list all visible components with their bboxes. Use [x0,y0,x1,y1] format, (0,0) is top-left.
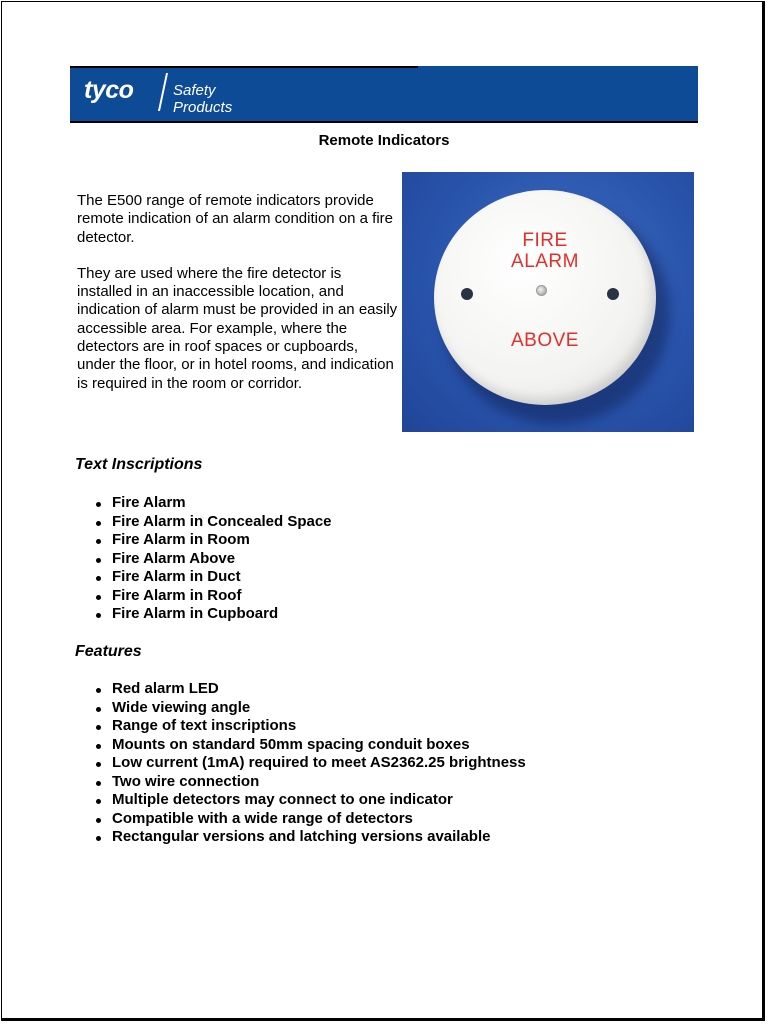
product-photo [402,172,694,432]
list-item: Fire Alarm [93,494,332,513]
list-item: Wide viewing angle [93,699,526,718]
list-item: Two wire connection [93,773,526,792]
list-item: Compatible with a wide range of detectors [93,810,526,829]
header-rule [70,66,418,68]
page-title: Remote Indicators [318,132,450,149]
list-item: Fire Alarm in Concealed Space [93,513,332,532]
features-list [93,680,526,847]
list-item: Fire Alarm Above [93,550,332,569]
mounting-hole-right [607,288,619,300]
intro-text [77,192,399,393]
text-inscriptions-heading: Text Inscriptions [75,456,203,473]
list-item: Range of text inscriptions [93,717,526,736]
disc-label-fire: FIRE [522,230,568,251]
logo-subtitle-line1: Safety [173,82,216,99]
intro-paragraph-2: They are used where the fire detector is installed in an inaccessible location, and indication of alarm must be provided in an easily accessible area. For example, where the detectors are in roof spaces or cupboards, under the floor, or in hotel rooms, and indication is required in the room or corridor. [77,264,398,392]
features-heading: Features [75,643,142,660]
logo-subtitle-line2: Products [173,99,233,116]
disc-label-alarm: ALARM [511,251,579,272]
list-item: Mounts on standard 50mm spacing conduit boxes [93,736,526,755]
intro-paragraph-1: The E500 range of remote indicators provide remote indication of an alarm condition on a fire detector. [77,192,394,246]
list-item: Multiple detectors may connect to one indicator [93,791,526,810]
list-item: Fire Alarm in Room [93,531,332,550]
list-item: Fire Alarm in Duct [93,568,332,587]
mounting-hole-left [461,288,473,300]
logo-divider [158,73,168,111]
list-item: Fire Alarm in Cupboard [93,605,332,624]
text-inscriptions-list [93,494,332,624]
header-banner [70,66,698,123]
indicator-disc [434,190,656,405]
disc-label-above: ABOVE [511,330,579,351]
brand-logo: tyco [84,76,134,104]
list-item: Low current (1mA) required to meet AS2362.25 brightness [93,754,526,773]
list-item: Fire Alarm in Roof [93,587,332,606]
alarm-led [536,285,547,296]
list-item: Red alarm LED [93,680,526,699]
list-item: Rectangular versions and latching versions available [93,828,526,847]
